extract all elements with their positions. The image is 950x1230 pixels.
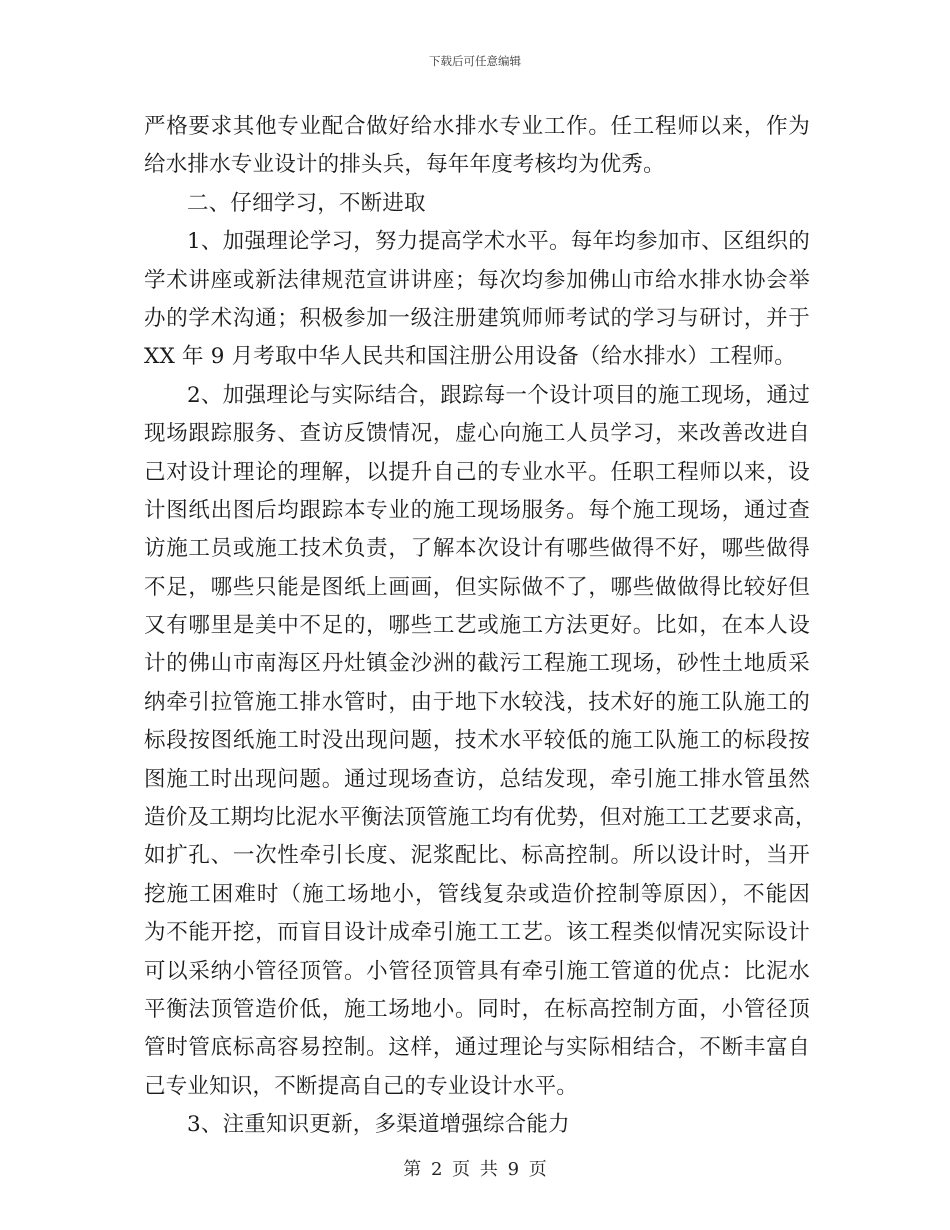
text-line: 造价及工期均比泥水平衡法顶管施工均有优势，但对施工工艺要求高， [144, 805, 817, 831]
text-line: 己对设计理论的理解，以提升自己的专业水平。任职工程师以来，设 [144, 459, 810, 485]
text-line: 不足，哪些只能是图纸上画画，但实际做不了，哪些做做得比较好但 [144, 574, 810, 600]
text-line: XX 年 9 月考取中华人民共和国注册公用设备（给水排水）工程师。 [144, 344, 796, 370]
text-line: 平衡法顶管造价低，施工场地小。同时，在标高控制方面，小管径顶 [144, 996, 810, 1022]
page-footer: 第 2 页 共 9 页 [403, 1159, 547, 1180]
text-line: 计图纸出图后均跟踪本专业的施工现场服务。每个施工现场，通过查 [144, 497, 810, 523]
text-line: 2、加强理论与实际结合，跟踪每一个设计项目的施工现场，通过 [187, 382, 810, 408]
text-line: 学术讲座或新法律规范宣讲讲座；每次均参加佛山市给水排水协会举 [144, 267, 810, 293]
text-line: 可以采纳小管径顶管。小管径顶管具有牵引施工管道的优点：比泥水 [144, 958, 810, 984]
text-line: 1、加强理论学习，努力提高学术水平。每年均参加市、区组织的 [187, 229, 810, 255]
text-line: 办的学术沟通；积极参加一级注册建筑师师考试的学习与研讨，并于 [144, 305, 810, 331]
text-line: 为不能开挖，而盲目设计成牵引施工工艺。该工程类似情况实际设计 [144, 920, 810, 946]
text-line: 严格要求其他专业配合做好给水排水专业工作。任工程师以来，作为 [144, 114, 810, 139]
text-line: 3、注重知识更新，多渠道增强综合能力 [187, 1112, 570, 1138]
text-line: 标段按图纸施工时没出现问题，技术水平较低的施工队施工的标段按 [144, 728, 810, 754]
text-line: 现场跟踪服务、查访反馈情况，虚心向施工人员学习，来改善改进自 [144, 421, 810, 447]
text-line: 又有哪里是美中不足的，哪些工艺或施工方法更好。比如，在本人设 [144, 613, 810, 639]
text-line: 纳牵引拉管施工排水管时，由于地下水较浅，技术好的施工队施工的 [144, 689, 810, 715]
document-body [144, 108, 817, 1145]
text-line: 计的佛山市南海区丹灶镇金沙洲的截污工程施工现场，砂性土地质采 [144, 651, 810, 677]
text-line: 访施工员或施工技术负责，了解本次设计有哪些做得不好，哪些做得 [144, 536, 810, 562]
text-line: 管时管底标高容易控制。这样，通过理论与实际相结合，不断丰富自 [144, 1035, 810, 1061]
text-line: 如扩孔、一次性牵引长度、泥浆配比、标高控制。所以设计时，当开 [144, 843, 810, 869]
text-line: 图施工时出现问题。通过现场查访，总结发现，牵引施工排水管虽然 [144, 766, 810, 792]
text-line: 给水排水专业设计的排头兵，每年年度考核均为优秀。 [144, 152, 665, 178]
page-header: 下载后可任意编辑 [429, 54, 521, 68]
text-line: 二、仔细学习，不断进取 [187, 190, 426, 216]
text-line: 挖施工困难时（施工场地小，管线复杂或造价控制等原因），不能因 [144, 881, 810, 907]
text-line: 己专业知识，不断提高自己的专业设计水平。 [144, 1073, 579, 1099]
